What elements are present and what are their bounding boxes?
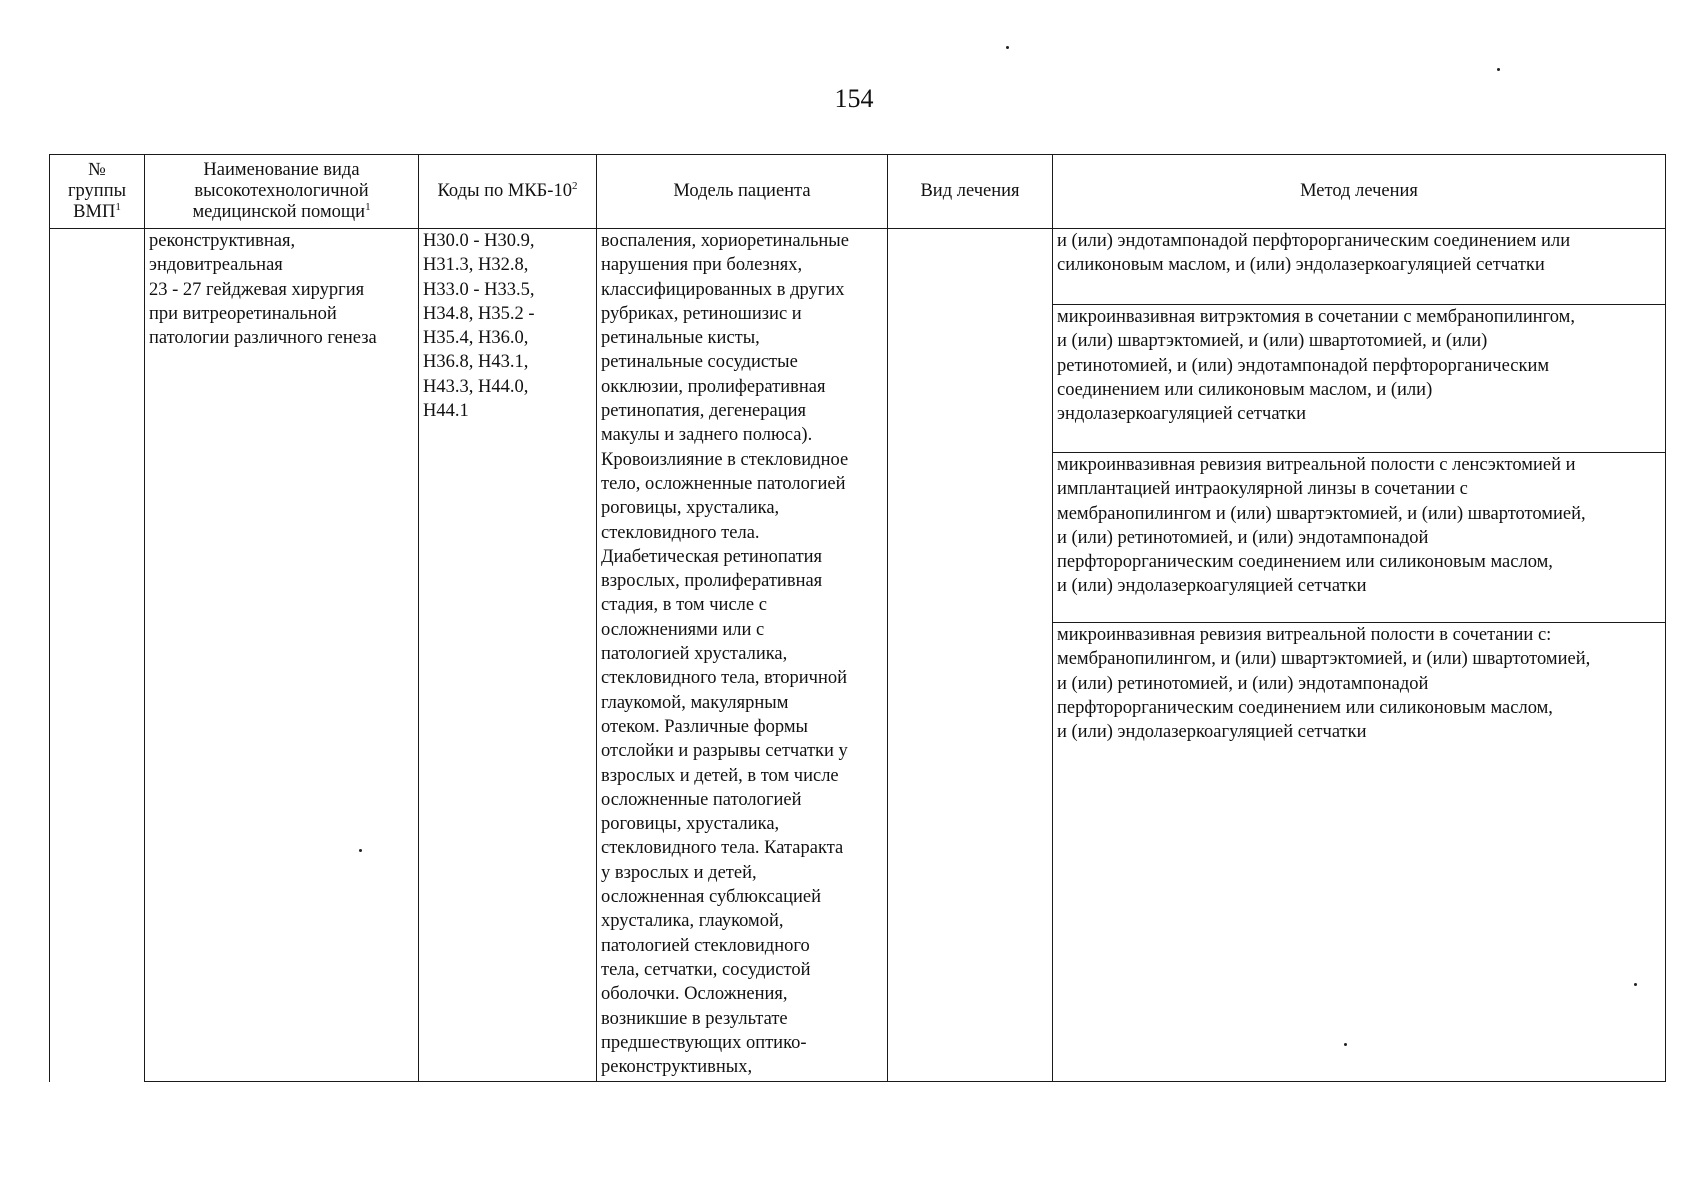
footnote-marker: 2 xyxy=(571,180,578,193)
header-group-number-line1: № xyxy=(88,160,106,180)
scan-speck xyxy=(1497,68,1500,71)
cell-treatment-type xyxy=(888,229,1053,1082)
header-care-type-line2: высокотехнологичной xyxy=(194,181,369,201)
header-group-number xyxy=(50,155,145,229)
table-header-row xyxy=(50,155,1666,229)
header-patient-model: Модель пациента xyxy=(597,155,888,229)
header-icd-codes: Коды по МКБ-$10^2$ xyxy=(419,155,597,229)
page-number: 154 xyxy=(834,84,874,113)
cell-icd-codes: H30.0 - H30.9, H31.3, H32.8, H33.0 - H33.5, H34.8, H35.2 - H35.4, H36.0, H36.8, H43.1, H43.3, H44.0, H44.1 xyxy=(419,229,597,1082)
cell-care-type-name: реконструктивная, эндовитреальная 23 - 27 гейджевая хирургия при витреоретинальной патологии различного генеза xyxy=(145,229,419,1082)
header-treatment-method: Метод лечения xyxy=(1053,155,1666,229)
footnote-marker: 1 xyxy=(115,200,121,213)
treatment-table xyxy=(49,154,1666,1082)
header-care-type-line1: Наименование вида xyxy=(203,160,360,180)
scan-speck xyxy=(359,849,362,852)
header-treatment-type: Вид лечения xyxy=(888,155,1053,229)
header-group-number-line2: группы xyxy=(67,181,127,201)
cell-treatment-methods xyxy=(1053,229,1666,1082)
table-row xyxy=(50,229,1666,1082)
header-care-type-line3: медицинской помощи xyxy=(192,202,366,222)
header-care-type-name xyxy=(145,155,419,229)
method-item: и (или) эндотампонадой перфторорганическим соединением или силиконовым маслом, и (или) эндолазеркоагуляцией сетчатки xyxy=(1053,229,1665,305)
method-item: микроинвазивная витрэктомия в сочетании с мембранопилингом, и (или) швартэктомией, и (или) швартотомией, и (или) ретинотомией, и (или) эндотампонадой перфторорганическим соединением или силиконовым маслом, и (или) эндолазеркоагуляцией сетчатки xyxy=(1053,305,1665,453)
scan-speck xyxy=(1006,46,1009,49)
scan-speck xyxy=(1344,1043,1347,1046)
scan-speck xyxy=(1634,983,1637,986)
cell-group-number xyxy=(50,229,145,1082)
cell-patient-model: воспаления, хориоретинальные нарушения при болезнях, классифицированных в других рубриках, ретиношизис и ретинальные кисты, ретинальные сосудистые окклюзии, пролиферативная ретинопатия, дегенерация макулы и заднего полюса). Кровоизлияние в стекловидное тело, осложненные патологией роговицы, хрусталика, стекловидного тела. Диабетическая ретинопатия взрослых, пролиферативная стадия, в том числе с осложнениями или с патологией хрусталика, стекловидного тела, вторичной глаукомой, макулярным отеком. Различные формы отслойки и разрывы сетчатки у взрослых и детей, в том числе осложненные патологией роговицы, хрусталика, стекловидного тела. Катаракта у взрослых и детей, осложненная сублюксацией хрусталика, глаукомой, патологией стекловидного тела, сетчатки, сосудистой оболочки. Осложнения, возникшие в результате предшествующих оптико- реконструктивных, xyxy=(597,229,888,1082)
method-item: микроинвазивная ревизия витреальной полости в сочетании с: мембранопилингом, и (или) швартэктомией, и (или) швартотомией, и (или) ретинотомией, и (или) эндотампонадой перфторорганическим соединением или силиконовым маслом, и (или) эндолазеркоагуляцией сетчатки xyxy=(1057,625,1591,743)
method-list xyxy=(1053,229,1665,1081)
footnote-marker: 1 xyxy=(365,200,371,213)
header-group-number-line3: ВМП xyxy=(73,202,116,222)
method-item: микроинвазивная ревизия витреальной полости с ленсэктомией и имплантацией интраокулярной линзы в сочетании с мембранопилингом и (или) швартэктомией, и (или) швартотомией, и (или) ретинотомией, и (или) эндотампонадой перфторорганическим соединением или силиконовым маслом, и (или) эндолазеркоагуляцией сетчатки xyxy=(1053,453,1665,623)
